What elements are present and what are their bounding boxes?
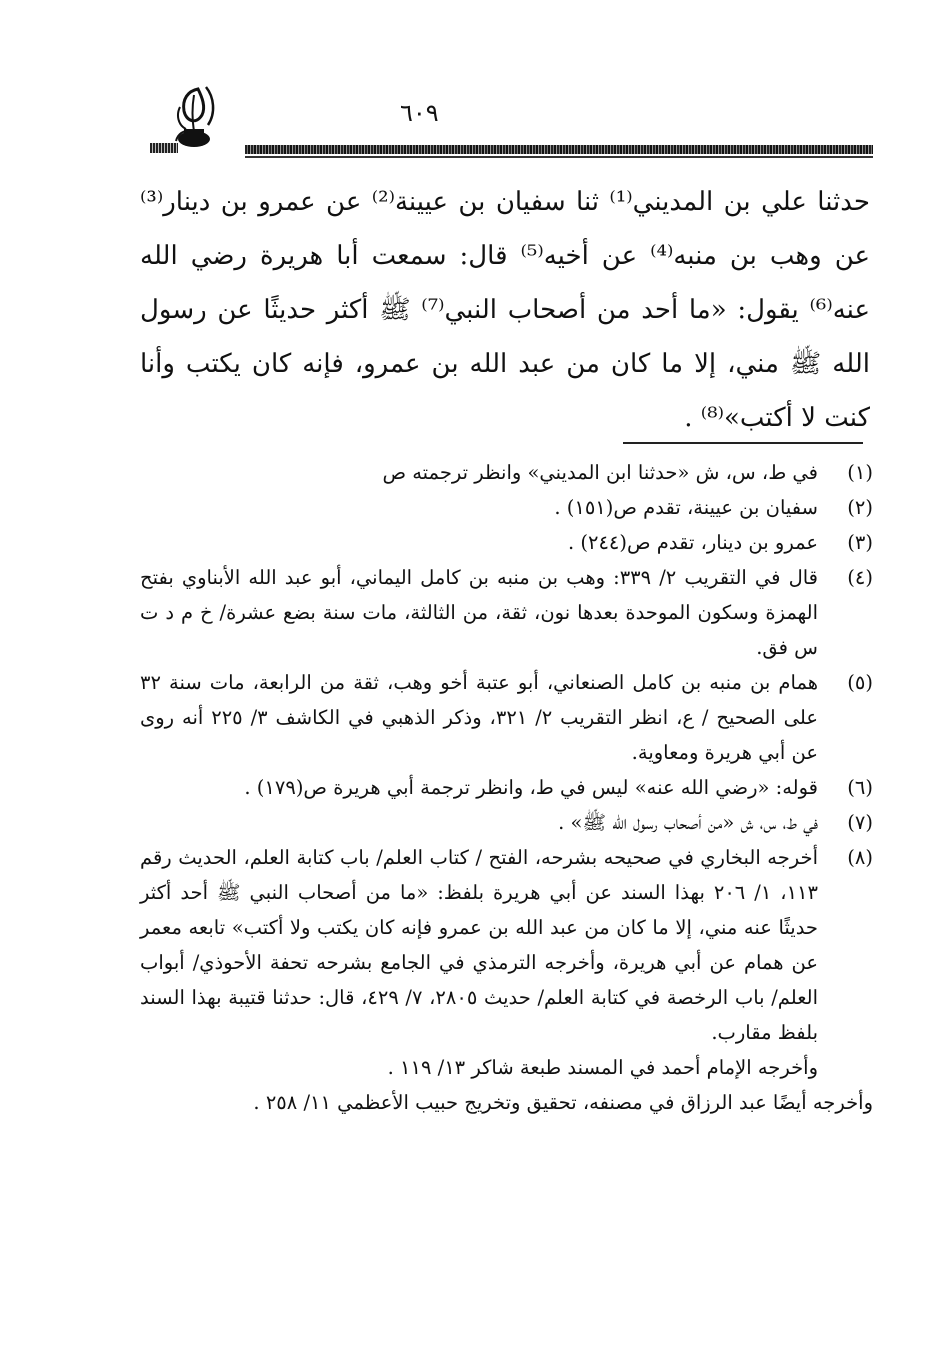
- footnote-2: [140, 490, 873, 525]
- footnote-number: (٧): [847, 811, 873, 834]
- footnote-text: همام بن منبه بن كامل الصنعاني، أبو عتبة أخو وهب، ثقة من الرابعة، مات سنة ٣٢ على الصحيح / ع، انظر التقريب ٢/ ٣٢١، وذكر الذهبي في الكاشف ٣/ ٢٢٥ أنه روى عن أبي هريرة ومعاوية.: [140, 671, 818, 764]
- footnote-number: (٦): [847, 776, 873, 799]
- page-header: [150, 85, 875, 165]
- footnote-5: [140, 665, 873, 770]
- header-rule-left: [150, 143, 178, 153]
- footnote-number: (٣): [847, 531, 873, 554]
- footnote-continuation: وأخرجه الإمام أحمد في المسند طبعة شاكر ١٣/ ١١٩ .: [387, 1056, 818, 1079]
- footnote-number: (٨): [847, 846, 873, 869]
- footnote-separator: [623, 442, 863, 444]
- footnote-8: [140, 840, 873, 1050]
- page-number: ٦٠٩: [400, 99, 439, 127]
- main-text: [140, 175, 870, 445]
- footnote-1: [140, 455, 873, 490]
- footnote-text: أخرجه البخاري في صحيحه بشرحه، الفتح / كتاب العلم/ باب كتابة العلم، الحديث رقم ١١٣، ١/ ٢٠٦ بهذا السند عن أبي هريرة بلفظ: «ما من أصحاب النبي ﷺ أحد أكثر حديثًا عنه مني، إلا ما كان من عبد الله بن عمرو فإنه كان يكتب ولا أكتب» تابعه معمر عن همام عن أبي هريرة، وأخرجه الترمذي في الجامع بشرحه تحفة الأحوذي/ أبواب العلم/ باب الرخصة في كتابة العلم/ حديث ٢٨٠٥، ٧/ ٤٢٩، قال: حدثنا قتيبة بهذا السند بلفظ مقارب.: [140, 846, 818, 1044]
- main-paragraph: حدثنا علي بن المديني⁽¹⁾ ثنا سفيان بن عيينة⁽²⁾ عن عمرو بن دينار⁽³⁾ عن وهب بن منبه⁽⁴⁾ عن أخيه⁽⁵⁾ قال: سمعت أبا هريرة رضي الله عنه⁽⁶⁾ يقول: «ما أحد من أصحاب النبي⁽⁷⁾ ﷺ أكثر حديثًا عن رسول الله ﷺ مني، إلا ما كان من عبد الله بن عمرو، فإنه كان يكتب وأنا كنت لا أكتب»⁽⁸⁾ .: [140, 187, 871, 433]
- footnote-text: في ط، س، ش «من أصحاب رسول الله ﷺ» .: [558, 811, 818, 834]
- footnote-text: عمرو بن دينار، تقدم ص(٢٤٤) .: [567, 531, 818, 554]
- header-rule: [245, 145, 873, 154]
- footnote-number: (٢): [847, 496, 873, 519]
- footnote-7: [140, 805, 873, 840]
- footnote-text: في ط، س، ش «حدثنا ابن المديني» وانظر ترجمته ص: [382, 461, 818, 484]
- footnote-6: [140, 770, 873, 805]
- footnote-number: (٤): [847, 566, 873, 589]
- footnote-3: [140, 525, 873, 560]
- footnote-text: سفيان بن عيينة، تقدم ص(١٥١) .: [554, 496, 818, 519]
- footnote-text: قوله: «رضي الله عنه» ليس في ط، وانظر ترجمة أبي هريرة ص(١٧٩) .: [244, 776, 818, 799]
- footnote-number: (٥): [847, 671, 873, 694]
- footnotes: [140, 455, 873, 1120]
- footnote-text: قال في التقريب ٢/ ٣٣٩: وهب بن منبه بن كامل اليماني، أبو عبد الله الأبناوي بفتح الهمزة وسكون الموحدة بعدها نون، ثقة، من الثالثة، مات سنة بضع عشرة/ خ م د ت س فق.: [140, 566, 819, 659]
- header-rule-thin: [245, 156, 873, 158]
- footnote-4: [140, 560, 873, 665]
- footnote-continuation: وأخرجه أيضًا عبد الرزاق في مصنفه، تحقيق وتخريج حبيب الأعظمي ١١/ ٢٥٨ .: [253, 1091, 873, 1114]
- footnote-number: (١): [847, 461, 873, 484]
